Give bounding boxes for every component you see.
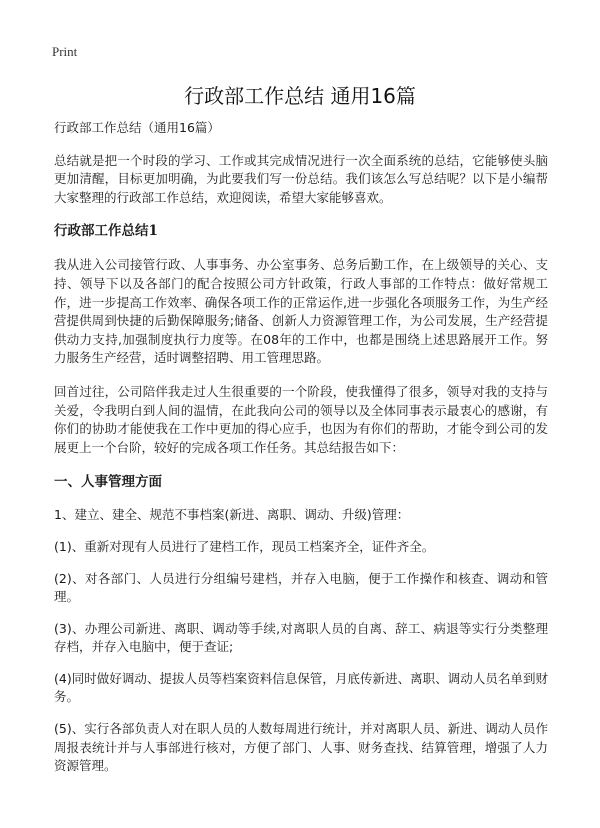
document-title: 行政部工作总结 通用16篇 (184, 84, 416, 108)
list-item: (3)、办理公司新进、离职、调动等手续,对离职人员的自离、辞工、病退等实行分类整理存档，并存入电脑中，便于查证; (54, 620, 548, 655)
section-heading-personnel: 一、人事管理方面 (54, 474, 162, 491)
intro-paragraph: 总结就是把一个时段的学习、工作或其完成情况进行一次全面系统的总结，它能够使头脑更加清醒，目标更加明确，为此要我们写一份总结。我们该怎么写总结呢？以下是小编帮大家整理的行政部工作总结，欢迎阅读，希望大家能够喜欢。 (54, 152, 548, 205)
body-paragraph-2: 回首过往，公司陪伴我走过人生很重要的一个阶段，使我懂得了很多，领导对我的支持与关爱，令我明白到人间的温情，在此我向公司的领导以及全体同事表示最衷心的感谢，有你们的协助才能使我在工作中更加的得心应手，也因为有你们的帮助，才能令到公司的发展更上一个台阶，较好的完成各项工作任务。其总结报告如下： (54, 383, 548, 455)
list-item: (1)、重新对现有人员进行了建档工作，现员工档案齐全，证件齐全。 (54, 538, 435, 554)
document-body (54, 119, 548, 789)
document-subtitle: 行政部工作总结（通用16篇） (54, 120, 220, 135)
section-heading-1: 行政部工作总结1 (54, 223, 158, 240)
list-item: (2)、对各部门、人员进行分组编号建档，并存入电脑，便于工作操作和核查、调动和管理。 (54, 570, 548, 605)
body-paragraph-1: 我从进入公司接管行政、人事事务、办公室事务、总务后勤工作，在上级领导的关心、支持、领导下以及各部门的配合按照公司方针政策，行政人事部的工作特点：做好常规工作，进一步提高工作效率、确保各项工作的正常运作,进一步强化各项服务工作，为生产经营提供周到快捷的后勤保障服务;储备、创新人力资源管理工作，为公司发展，生产经营提供动力支持,加强制度执行力度等。在08年的工作中，也都是围绕上述思路展开工作。努力服务生产经营，适时调整招聘、用工管理思路。 (54, 257, 548, 366)
print-link[interactable]: Print (52, 44, 78, 59)
list-item: (5)、实行各部负责人对在职人员的人数每周进行统计，并对离职人员、新进、调动人员作周报表统计并与人事部进行核对，方便了部门、人事、财务查找、结算管理，增强了人力资源管理。 (54, 721, 548, 774)
list-item: 1、建立、建全、规范不事档案(新进、离职、调动、升级)管理： (54, 507, 410, 523)
list-item: (4)同时做好调动、提拔人员等档案资料信息保管，月底传新进、离职、调动人员名单到财务。 (54, 670, 548, 705)
